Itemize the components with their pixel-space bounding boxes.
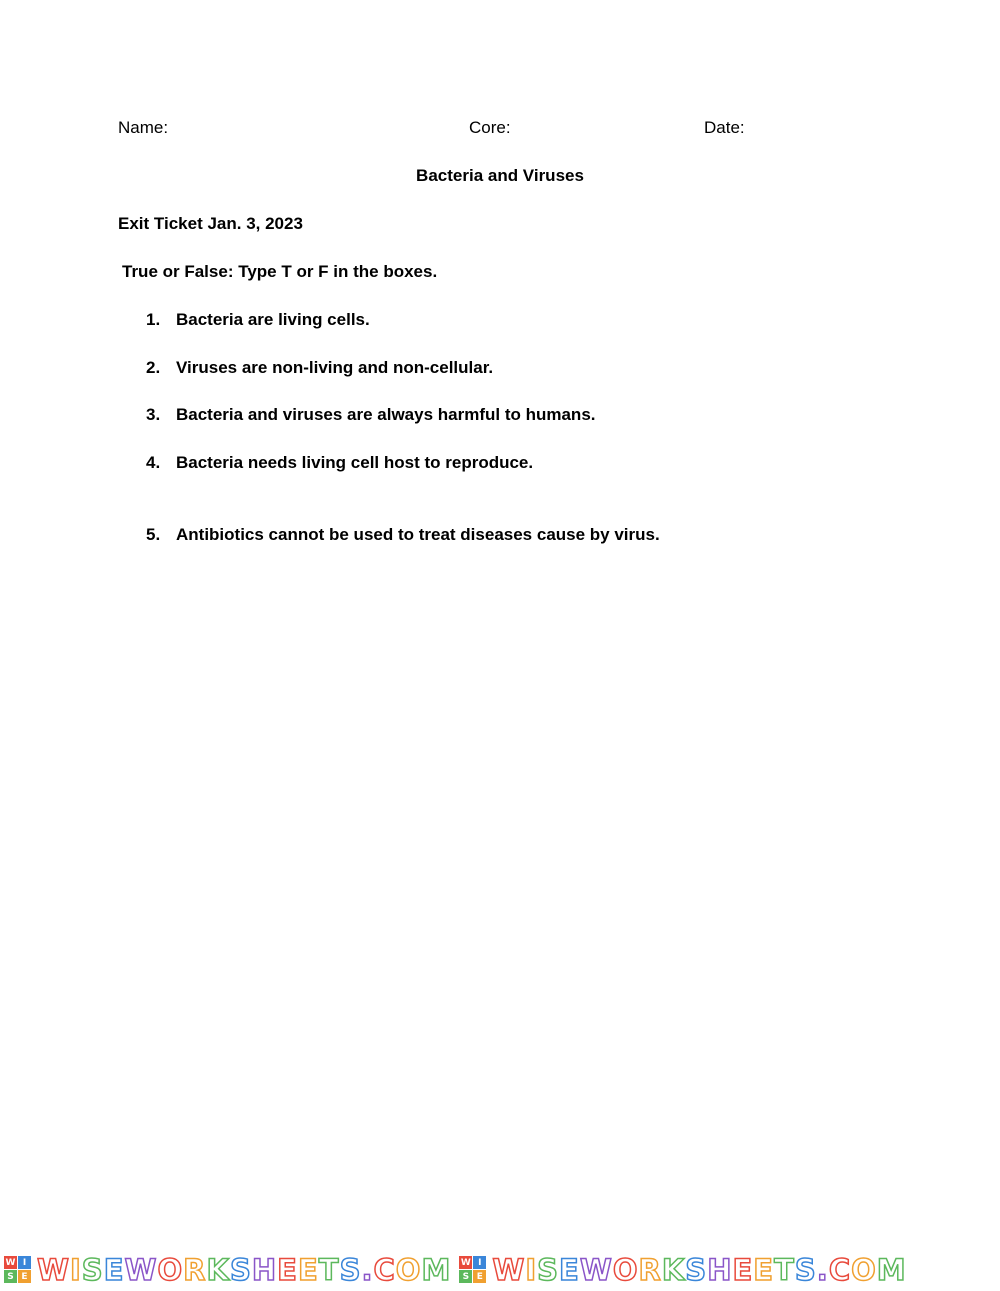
brand-letter: O xyxy=(851,1252,877,1287)
brand-letter: E xyxy=(297,1252,319,1287)
brand-letter: I xyxy=(525,1252,538,1287)
brand-letter: . xyxy=(816,1252,829,1287)
logo-letter: E xyxy=(18,1270,31,1283)
question-item xyxy=(146,453,533,473)
logo-letter: E xyxy=(473,1270,486,1283)
brand-letter: O xyxy=(612,1252,639,1287)
brand-letter: M xyxy=(876,1252,907,1287)
core-label: Core: xyxy=(469,118,511,137)
logo-letter: I xyxy=(18,1256,31,1269)
question-number: 2. xyxy=(146,358,161,377)
brand-letter: H xyxy=(251,1252,278,1287)
date-label: Date: xyxy=(704,118,745,137)
brand-letter: S xyxy=(537,1252,559,1287)
brand-text-colored xyxy=(37,1253,451,1287)
brand-letter: H xyxy=(707,1252,733,1287)
brand-letter: E xyxy=(732,1252,754,1287)
exit-ticket-heading: Exit Ticket Jan. 3, 2023 xyxy=(118,214,303,233)
brand-letter: E xyxy=(559,1252,580,1287)
question-text: Antibiotics cannot be used to treat diseases cause by virus. xyxy=(176,525,660,544)
question-number: 1. xyxy=(146,310,161,329)
worksheet-title: Bacteria and Viruses xyxy=(416,166,584,185)
question-text: Bacteria needs living cell host to reproduce. xyxy=(176,453,534,472)
brand-logo[interactable] xyxy=(4,1253,451,1287)
logo-letter: W xyxy=(5,1257,16,1268)
question-text: Viruses are non-living and non-cellular. xyxy=(176,358,494,377)
brand-letter: K xyxy=(661,1252,686,1287)
brand-letter: T xyxy=(774,1252,795,1287)
brand-letter: O xyxy=(157,1252,184,1287)
question-item xyxy=(146,525,660,545)
brand-letter: S xyxy=(794,1252,817,1287)
brand-text xyxy=(492,1253,906,1287)
question-number: 3. xyxy=(146,405,161,424)
brand-letter: E xyxy=(753,1252,775,1287)
brand-letter: W xyxy=(579,1252,613,1287)
brand-letter: R xyxy=(183,1252,207,1287)
brand-letter: E xyxy=(103,1252,125,1287)
brand-text xyxy=(37,1253,451,1287)
instructions: True or False: Type T or F in the boxes. xyxy=(122,262,438,281)
question-text: Bacteria and viruses are always harmful to humans. xyxy=(176,405,596,424)
logo-letter: S xyxy=(459,1270,472,1283)
brand-text-colored xyxy=(492,1253,906,1287)
name-label: Name: xyxy=(118,118,169,137)
question-text: Bacteria are living cells. xyxy=(176,310,370,329)
brand-letter: M xyxy=(421,1252,452,1287)
question-number: 5. xyxy=(146,525,161,544)
brand-letter: S xyxy=(685,1252,708,1287)
brand-letter: W xyxy=(37,1252,70,1287)
logo-letter: I xyxy=(473,1256,486,1269)
brand-letter: C xyxy=(828,1252,852,1287)
brand-letter: S xyxy=(81,1252,104,1287)
question-item xyxy=(146,310,370,330)
brand-letter: . xyxy=(361,1252,374,1287)
brand-letter: T xyxy=(318,1252,340,1287)
question-item xyxy=(146,358,493,378)
brand-letter: R xyxy=(638,1252,662,1287)
brand-letter: W xyxy=(124,1252,158,1287)
logo-letter: W xyxy=(460,1257,471,1268)
brand-letter: E xyxy=(277,1252,298,1287)
brand-logo[interactable] xyxy=(459,1253,906,1287)
brand-letter: O xyxy=(395,1252,422,1287)
question-item xyxy=(146,405,596,425)
footer-watermark xyxy=(0,1248,1000,1291)
logo-mark-icon xyxy=(4,1256,31,1283)
logo-mark-icon xyxy=(459,1256,486,1283)
brand-letter: S xyxy=(339,1252,362,1287)
brand-letter: C xyxy=(373,1252,396,1287)
brand-letter: K xyxy=(206,1252,230,1287)
brand-letter: W xyxy=(492,1252,526,1287)
brand-letter: S xyxy=(229,1252,252,1287)
logo-letter: S xyxy=(4,1270,17,1283)
brand-letter: I xyxy=(70,1252,82,1287)
question-number: 4. xyxy=(146,453,161,472)
